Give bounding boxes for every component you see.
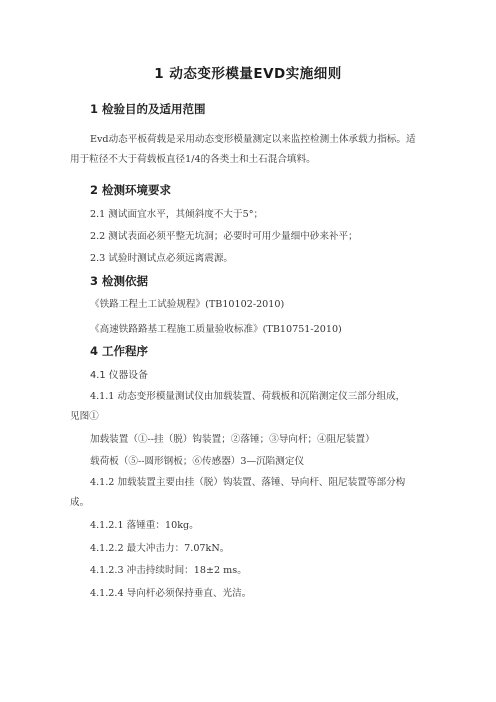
section-heading-2: 2 检测环境要求	[90, 183, 172, 197]
paragraph-line: Evd动态平板荷载是采用动态变形模量测定以来监控检测土体承载力指标。适	[90, 134, 416, 145]
paragraph-line: 载荷板（⑤--圆形钢板；⑥传感器）3—沉陷测定仪	[90, 456, 305, 467]
reference-item: 《铁路工程土工试验规程》(TB10102-2010)	[90, 299, 285, 310]
section-heading-3: 3 检测依据	[90, 274, 149, 288]
section-heading-4: 4 工作程序	[90, 344, 149, 358]
paragraph-line: 见图①	[70, 411, 99, 422]
list-item: 2.3 试验时测试点必须远离震源。	[90, 253, 234, 264]
paragraph-line: 4.1.1 动态变形模量测试仪由加载装置、荷载板和沉陷测定仪三部分组成，	[90, 391, 406, 402]
list-item: 4.1.2.1 落锤重：10kg。	[90, 520, 199, 531]
list-item: 4.1.2.4 导向杆必须保持垂直、光洁。	[90, 588, 252, 599]
list-item: 2.2 测试表面必须平整无坑洞；必要时可用少量细中砂来补平；	[90, 231, 358, 242]
reference-item: 《高速铁路路基工程施工质量验收标准》(TB10751-2010)	[90, 324, 342, 335]
list-item: 4.1.2.3 冲击持续时间：18±2 ms。	[90, 565, 247, 576]
paragraph-line: 4.1.2 加载装置主要由挂（脱）钩装置、落锤、导向杆、阻尼装置等部分构	[90, 477, 406, 488]
list-item: 4.1.2.2 最大冲击力：7.07kN。	[90, 543, 230, 554]
paragraph-line: 用于粒径不大于荷载板直径1/4的各类土和土石混合填料。	[70, 154, 316, 165]
subsection-heading: 4.1 仪器设备	[90, 370, 148, 381]
paragraph-line: 成。	[70, 497, 90, 508]
page-title: 1 动态变形模量EVD实施细则	[154, 66, 342, 82]
paragraph-line: 加载装置（①--挂（脱）钩装置；②落锤；③导向杆；④阻尼装置）	[90, 434, 375, 445]
section-heading-1: 1 检验目的及适用范围	[90, 102, 206, 116]
list-item: 2.1 测试面宜水平，其倾斜度不大于5°；	[90, 209, 264, 220]
